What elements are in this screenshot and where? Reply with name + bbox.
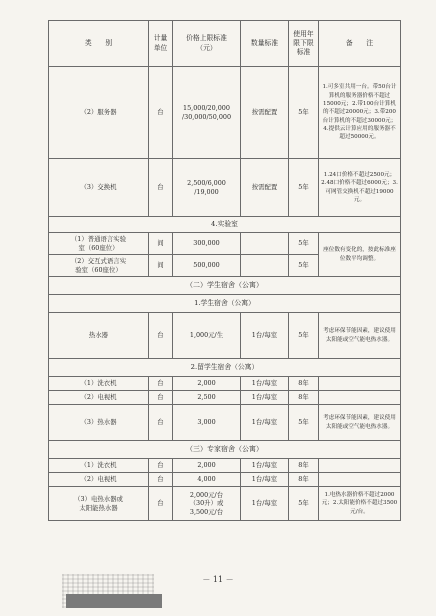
item-quantity: 1台/每室 — [241, 377, 289, 391]
item-price: 2,500 — [173, 391, 241, 405]
item-quantity — [241, 233, 289, 255]
item-remarks — [319, 473, 401, 487]
item-quantity: 1台/每室 — [241, 313, 289, 359]
item-price: 1,000元/生 — [173, 313, 241, 359]
item-name: （2）电视机 — [49, 473, 149, 487]
item-years: 5年 — [289, 67, 319, 159]
item-unit: 台 — [149, 67, 173, 159]
item-price: 500,000 — [173, 255, 241, 277]
item-price: 2,500/6,000 /19,000 — [173, 159, 241, 217]
item-quantity: 按需配置 — [241, 159, 289, 217]
item-years: 5年 — [289, 233, 319, 255]
item-price: 3,000 — [173, 405, 241, 441]
section-title: （二）学生宿舍（公寓） — [49, 277, 401, 295]
table-row — [49, 473, 401, 487]
item-price: 2,000 — [173, 377, 241, 391]
item-unit: 间 — [149, 255, 173, 277]
item-quantity: 按需配置 — [241, 67, 289, 159]
header-category: 类 别 — [49, 21, 149, 67]
table-row — [49, 459, 401, 473]
redaction-bar — [66, 594, 162, 608]
table-row — [49, 405, 401, 441]
page-number: － 11 － — [202, 575, 234, 584]
item-remarks — [319, 459, 401, 473]
subsection-row — [49, 359, 401, 377]
header-quantity: 数量标准 — [241, 21, 289, 67]
item-unit: 台 — [149, 391, 173, 405]
header-unit: 计量 单位 — [149, 21, 173, 67]
table-row — [49, 487, 401, 521]
item-years: 5年 — [289, 487, 319, 521]
item-name: （3）热水器 — [49, 405, 149, 441]
table-row — [49, 391, 401, 405]
item-years: 8年 — [289, 377, 319, 391]
item-remarks — [319, 377, 401, 391]
item-quantity: 1台/每室 — [241, 487, 289, 521]
item-price: 2,000 — [173, 459, 241, 473]
table-row — [49, 377, 401, 391]
subsection-title: 4.实验室 — [49, 217, 401, 233]
table-row — [49, 67, 401, 159]
item-name: （2）交互式语言实 验室（60座位） — [49, 255, 149, 277]
item-remarks: 1.可多室共用一台。带50台计算机的服务器价格不超过15000元；2.带100台计算机的不超过20000元；3.带200台计算机的不超过30000元；4.提供云计算应用的服务器不超过50000元。 — [319, 67, 401, 159]
item-name: （2）服务器 — [49, 67, 149, 159]
item-name: （1）洗衣机 — [49, 459, 149, 473]
item-unit: 台 — [149, 473, 173, 487]
item-years: 8年 — [289, 459, 319, 473]
header-remarks: 备 注 — [319, 21, 401, 67]
item-quantity — [241, 255, 289, 277]
item-remarks: 1.电热水器价格不超过2000元；2.太阳能价格不超过3500元/台。 — [319, 487, 401, 521]
item-name: （1）洗衣机 — [49, 377, 149, 391]
table-row — [49, 233, 401, 255]
item-remarks: 考虑环保节能因素，建议使用太阳能或空气能电热水器。 — [319, 313, 401, 359]
header-price: 价格上限标准 （元） — [173, 21, 241, 67]
item-price: 300,000 — [173, 233, 241, 255]
item-name: （1）普通语言实验 室（60座位） — [49, 233, 149, 255]
item-years: 8年 — [289, 391, 319, 405]
item-name: （3）电热水器或 太阳能热水器 — [49, 487, 149, 521]
subsection-row — [49, 295, 401, 313]
item-remarks: 座位数有变化的，按此标准座位数平均调整。 — [319, 233, 401, 277]
item-years: 5年 — [289, 313, 319, 359]
item-name: （2）电视机 — [49, 391, 149, 405]
section-title: （三）专家宿舍（公寓） — [49, 441, 401, 459]
subsection-title: 1.学生宿舍（公寓） — [49, 295, 401, 313]
item-quantity: 1台/每室 — [241, 391, 289, 405]
item-remarks: 1.24口价格不超过2500元；2.48口价格不超过6000元；3.可网管交换机不超过19000元。 — [319, 159, 401, 217]
table-row — [49, 159, 401, 217]
item-name: （3）交换机 — [49, 159, 149, 217]
item-unit: 间 — [149, 233, 173, 255]
item-remarks: 考虑环保节能因素，建议使用太阳能或空气能电热水器。 — [319, 405, 401, 441]
item-price: 4,000 — [173, 473, 241, 487]
header-row — [49, 21, 401, 67]
item-unit: 台 — [149, 313, 173, 359]
section-row — [49, 441, 401, 459]
item-quantity: 1台/每室 — [241, 459, 289, 473]
item-years: 5年 — [289, 405, 319, 441]
item-unit: 台 — [149, 405, 173, 441]
item-unit: 台 — [149, 459, 173, 473]
item-quantity: 1台/每室 — [241, 473, 289, 487]
standards-table — [48, 20, 401, 521]
header-years: 使用年 限下限 标准 — [289, 21, 319, 67]
item-years: 5年 — [289, 255, 319, 277]
item-unit: 台 — [149, 487, 173, 521]
subsection-row — [49, 217, 401, 233]
item-price: 15,000/20,000 /30,000/50,000 — [173, 67, 241, 159]
item-years: 8年 — [289, 473, 319, 487]
item-remarks — [319, 391, 401, 405]
table-row — [49, 313, 401, 359]
item-name: 热水器 — [49, 313, 149, 359]
item-unit: 台 — [149, 159, 173, 217]
section-row — [49, 277, 401, 295]
item-years: 5年 — [289, 159, 319, 217]
item-unit: 台 — [149, 377, 173, 391]
subsection-title: 2.留学生宿舍（公寓） — [49, 359, 401, 377]
item-price: 2,000元/台 （30升）或 3,500元/台 — [173, 487, 241, 521]
item-quantity: 1台/每室 — [241, 405, 289, 441]
